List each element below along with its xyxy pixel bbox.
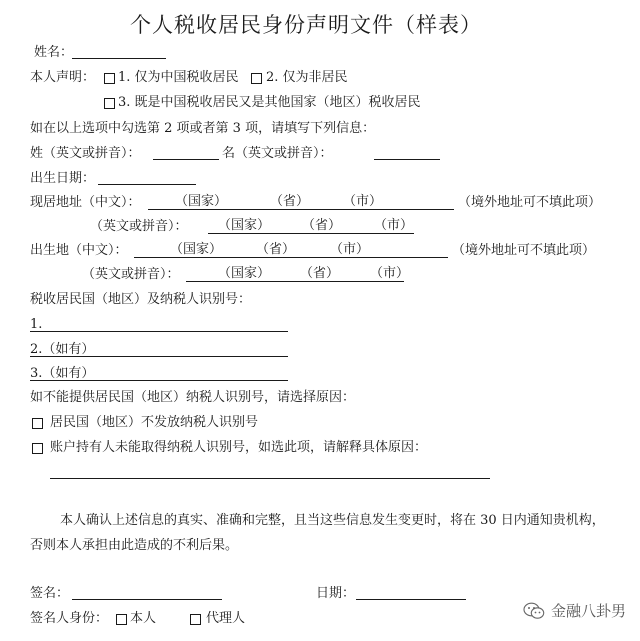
date-label: 日期： bbox=[316, 586, 356, 601]
birthplace-en-country: （国家） bbox=[218, 266, 271, 281]
given-name-field[interactable] bbox=[374, 159, 440, 160]
residence-province: （省） bbox=[270, 194, 310, 209]
no-tin-explanation-field[interactable] bbox=[50, 478, 490, 479]
name-field[interactable] bbox=[72, 58, 166, 59]
birthplace-en-province: （省） bbox=[300, 266, 340, 281]
declaration-option-2: 2. 仅为非居民 bbox=[266, 70, 348, 85]
checkbox-icon[interactable] bbox=[104, 73, 115, 84]
tin-item-2: 2.（如有） bbox=[30, 342, 95, 357]
signer-self-label: 本人 bbox=[130, 611, 157, 626]
signature-field[interactable] bbox=[72, 599, 222, 600]
signer-identity-label: 签名人身份： bbox=[30, 611, 109, 626]
date-field[interactable] bbox=[356, 599, 466, 600]
surname-field[interactable] bbox=[153, 159, 219, 160]
checkbox-icon[interactable] bbox=[32, 418, 43, 429]
tin-field-1[interactable] bbox=[30, 331, 288, 332]
wechat-icon bbox=[523, 602, 545, 620]
birthplace-province: （省） bbox=[256, 242, 296, 257]
birthplace-en-label: （英文或拼音）： bbox=[82, 267, 180, 282]
tin-header: 税收居民国（地区）及纳税人识别号： bbox=[30, 292, 252, 307]
tin-field-2[interactable] bbox=[30, 356, 288, 357]
signer-agent-label: 代理人 bbox=[206, 611, 246, 626]
no-tin-reason-1: 居民国（地区）不发放纳税人识别号 bbox=[50, 415, 259, 430]
checkbox-icon[interactable] bbox=[116, 614, 127, 625]
watermark bbox=[523, 600, 626, 621]
declaration-label: 本人声明： bbox=[30, 70, 96, 85]
page-title: 个人税收居民身份声明文件（样表） bbox=[130, 13, 482, 37]
residence-note: （境外地址可不填此项） bbox=[458, 195, 602, 210]
checkbox-icon[interactable] bbox=[251, 73, 262, 84]
checkbox-icon[interactable] bbox=[32, 443, 43, 454]
no-tin-header: 如不能提供居民国（地区）纳税人识别号，请选择原因： bbox=[30, 390, 356, 405]
no-tin-reason-2: 账户持有人未能取得纳税人识别号，如选此项，请解释具体原因： bbox=[50, 440, 428, 455]
residence-label: 现居地址（中文）： bbox=[30, 195, 141, 210]
given-name-label: 名（英文或拼音）： bbox=[222, 146, 333, 161]
residence-en-city: （市） bbox=[374, 218, 414, 233]
tin-item-1: 1. bbox=[30, 317, 43, 332]
residence-en-country: （国家） bbox=[218, 218, 271, 233]
signature-label: 签名： bbox=[30, 586, 70, 601]
surname-label: 姓（英文或拼音）： bbox=[30, 146, 141, 161]
birthplace-country: （国家） bbox=[170, 242, 223, 257]
tin-field-3[interactable] bbox=[30, 380, 288, 381]
watermark-text: 金融八卦男 bbox=[550, 602, 626, 620]
birthplace-en-city: （市） bbox=[370, 266, 410, 281]
confirmation-line-2: 否则本人承担由此造成的不利后果。 bbox=[30, 538, 239, 553]
dob-field[interactable] bbox=[98, 184, 196, 185]
residence-en-label: （英文或拼音）： bbox=[90, 219, 188, 234]
residence-en-province: （省） bbox=[302, 218, 342, 233]
declaration-option-3: 3. 既是中国税收居民又是其他国家（地区）税收居民 bbox=[118, 95, 421, 110]
dob-label: 出生日期： bbox=[30, 171, 96, 186]
residence-city: （市） bbox=[343, 194, 383, 209]
checkbox-icon[interactable] bbox=[104, 98, 115, 109]
name-label: 姓名： bbox=[34, 45, 74, 60]
birthplace-label: 出生地（中文）： bbox=[30, 243, 128, 258]
residence-country: （国家） bbox=[175, 194, 228, 209]
declaration-option-1: 1. 仅为中国税收居民 bbox=[118, 70, 239, 85]
instruction-text: 如在以上选项中勾选第 2 项或者第 3 项，请填写下列信息： bbox=[30, 121, 376, 136]
tin-item-3: 3.（如有） bbox=[30, 366, 95, 381]
birthplace-note: （境外地址可不填此项） bbox=[452, 243, 596, 258]
confirmation-line-1: 本人确认上述信息的真实、准确和完整，且当这些信息发生变更时，将在 30 日内通知贵机构， bbox=[60, 513, 605, 528]
checkbox-icon[interactable] bbox=[190, 614, 201, 625]
birthplace-city: （市） bbox=[330, 242, 370, 257]
